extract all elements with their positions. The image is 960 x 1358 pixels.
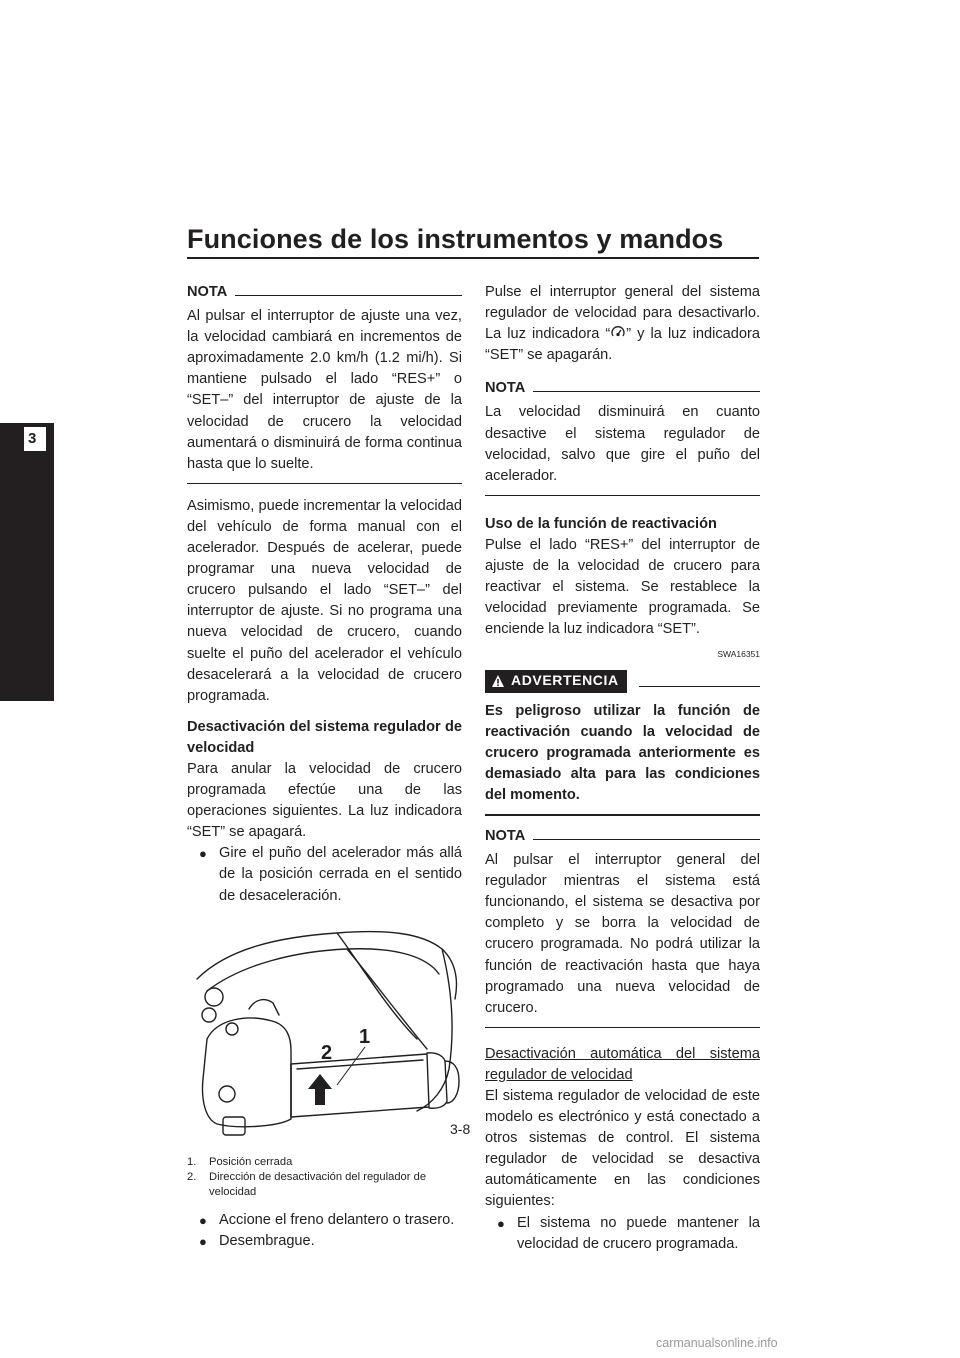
nota-text: Al pulsar el interruptor de ajuste una vez, la velocidad cambiará en incrementos de aproximadamente 2.0 km/h (1.2 mi/h). Si mantiene pulsado el lado “RES+” o “SET–” del interruptor de ajuste de la velocidad de crucero la velocidad aumentará o disminuirá de forma continua hasta que lo suelte. [187,308,462,472]
warning-rule [639,686,760,687]
list-item-text: Accione el freno delantero o trasero. [219,1211,455,1228]
paragraph: Pulse el lado “RES+” del interruptor de ajuste de la velocidad de crucero para reactivar el sistema. Se restablece la velocidad previamente programada. Se enciende la luz indicadora “SET”. [485,536,760,638]
chapter-number: 3 [28,430,37,447]
cruise-control-icon [610,325,626,341]
chapter-tab [0,423,54,701]
handlebar-figure [187,919,462,1149]
bullet-icon: ● [497,1215,505,1231]
list-item [497,1213,760,1255]
page-title: Funciones de los instrumentos y mandos [187,224,724,254]
nota-text: La velocidad disminuirá en cuanto desactive el sistema regulador de velocidad, salvo que gire el puño del acelerador. [485,404,760,484]
handlebar-illustration [187,919,462,1149]
figure-label-2: 2 [321,1041,333,1064]
list-item [199,843,462,906]
left-column [187,282,462,1252]
list-item [199,1231,462,1252]
nota-end-rule [485,1027,760,1028]
warning-text: Es peligroso utilizar la función de reactivación cuando la velocidad de crucero programada anteriormente es demasiado alta para las condiciones del momento. [485,702,760,803]
nota-header [485,826,760,847]
nota-end-rule [485,495,760,496]
warning-end-rule [485,814,760,816]
list-item [199,1210,462,1231]
nota-label: NOTA [485,380,526,397]
nota-text: Al pulsar el interruptor general del regulador mientras el sistema está funcionando, el sistema se desactiva por completo y se borra la velocidad de crucero programada. No podrá utilizar la función de reactivación hasta que haya programado una nueva velocidad de crucero. [485,852,760,1016]
nota-label: NOTA [485,827,526,844]
caption-row: 2. Dirección de desactivación del regulador de velocidad [187,1170,427,1198]
section-heading: Desactivación automática del sistema regulador de velocidad [485,1045,760,1083]
bullet-icon: ● [199,1212,207,1228]
warning-header [485,670,760,693]
bullet-icon: ● [199,1233,207,1249]
nota-rule [533,839,760,840]
warning-icon [491,674,505,688]
warning-code: SWA16351 [717,649,760,660]
section-heading: Desactivación del sistema regulador de velocidad [187,718,462,756]
title-rule [187,257,759,259]
nota-end-rule [187,483,462,484]
caption-row: 1. Posición cerrada [187,1155,293,1168]
nota-header [485,378,760,399]
arrow-icon [308,1074,332,1105]
paragraph: El sistema regulador de velocidad de este modelo es electrónico y está conectado a otros sistemas de control. El sistema regulador de velocidad se desactiva automáticamente en las condiciones siguientes: [485,1088,760,1210]
paragraph: Para anular la velocidad de crucero programada efectúe una de las operaciones siguientes. La luz indicadora “SET” se apagará. [187,760,462,841]
list-item-text: El sistema no puede mantener la velocidad de crucero programada. [517,1214,760,1252]
nota-rule [533,391,760,392]
nota-rule [235,295,462,296]
list-item-text: Desembrague. [219,1232,315,1249]
warning-badge: ADVERTENCIA [485,670,627,693]
watermark: carmanualsonline.info [656,1336,778,1350]
figure-caption [187,1155,462,1200]
nota-label: NOTA [187,284,228,300]
right-column [485,282,760,1255]
section-heading: Uso de la función de reactivación [485,515,717,532]
bullet-icon: ● [199,846,207,862]
nota-header [187,282,462,303]
figure-label-1: 1 [359,1025,371,1048]
paragraph: Pulse el interruptor general del sistema regulador de velocidad para desactivarlo. La luz indicadora “ ” y la luz indicadora “SET” se apagarán. [485,284,760,364]
list-item-text: Gire el puño del acelerador más allá de la posición cerrada en el sentido de desaceleración. [219,845,462,904]
paragraph: Asimismo, puede incrementar la velocidad del vehículo de forma manual con el acelerador. Después de acelerar, puede programar una nueva velocidad de crucero pulsando el lado “SET–” del interruptor de ajuste. Si no programa una nueva velocidad de crucero, cuando suelte el puño del acelerador el vehículo desacelerará a la velocidad de crucero programada. [187,497,462,704]
page-number: 3-8 [450,1121,471,1137]
